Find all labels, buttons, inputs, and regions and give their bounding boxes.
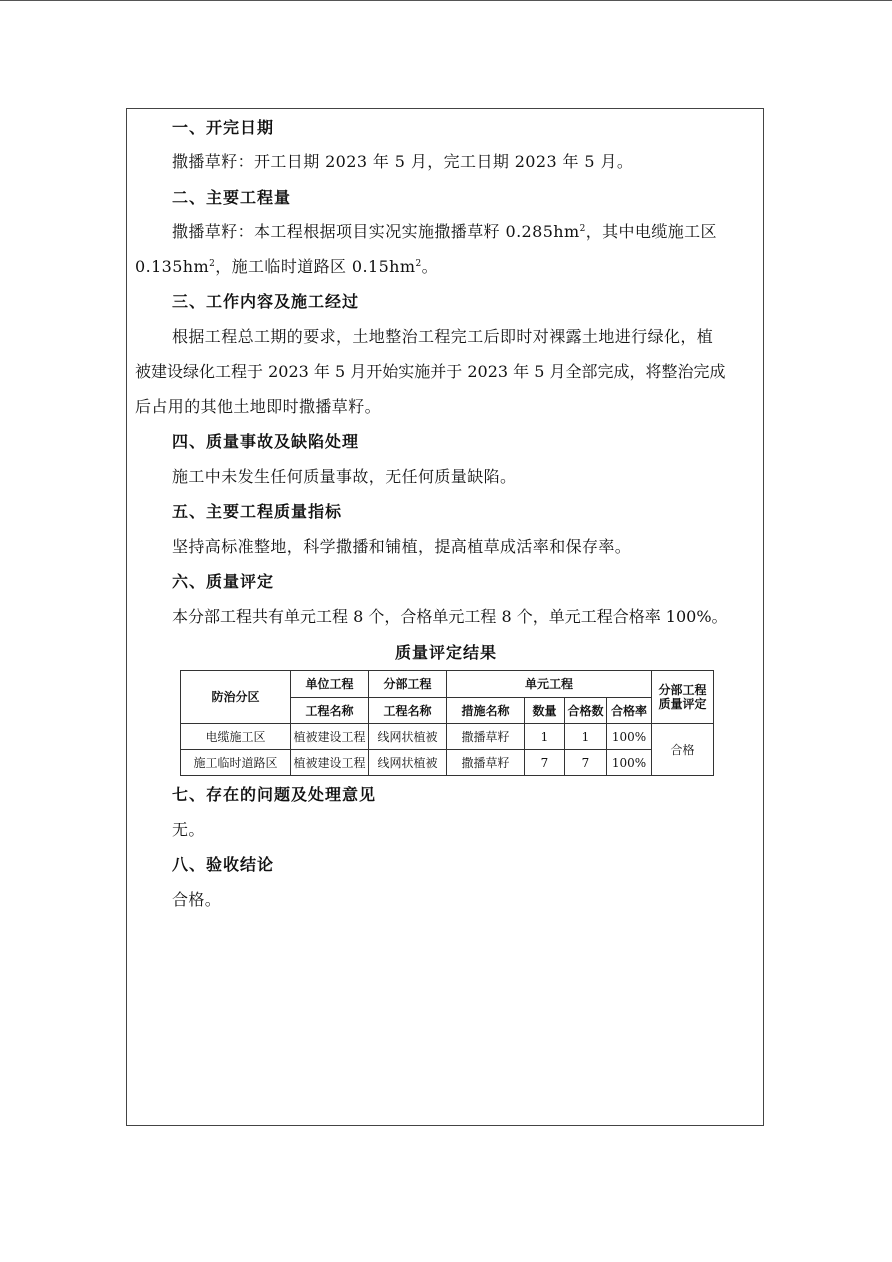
- section-3-line-2: 被建设绿化工程于 2023 年 5 月开始实施并于 2023 年 5 月全部完成，将整治完成: [135, 362, 726, 381]
- cell-unit: 植被建设工程: [291, 750, 369, 776]
- cell-zone: 施工临时道路区: [181, 750, 291, 776]
- section-8-text: 合格。: [172, 890, 222, 909]
- section-6-heading: 六、质量评定: [172, 572, 275, 591]
- section-4-heading: 四、质量事故及缺陷处理: [172, 432, 360, 451]
- header-zone: 防治分区: [181, 671, 291, 724]
- cell-zone: 电缆施工区: [181, 724, 291, 750]
- cell-evaluation: 合格: [652, 724, 714, 776]
- table-row: [181, 724, 714, 750]
- section-7-heading: 七、存在的问题及处理意见: [172, 785, 377, 804]
- cell-measure: 撒播草籽: [447, 724, 525, 750]
- table-header-row-1: [181, 671, 714, 698]
- section-1-heading: 一、开完日期: [172, 118, 275, 137]
- cell-measure: 撒播草籽: [447, 750, 525, 776]
- table-row: [181, 750, 714, 776]
- header-rate: 合格率: [607, 698, 652, 724]
- section-2-line-1: 撒播草籽：本工程根据项目实况实施撒播草籽 $0.285hm^2$，其中电缆施工区: [172, 222, 717, 241]
- header-unit-name: 工程名称: [291, 698, 369, 724]
- section-2-heading: 二、主要工程量: [172, 188, 292, 207]
- section-6-text: 本分部工程共有单元工程 8 个，合格单元工程 8 个，单元工程合格率 100%。: [172, 607, 728, 626]
- header-sub-project: 分部工程: [369, 671, 447, 698]
- section-4-text: 施工中未发生任何质量事故，无任何质量缺陷。: [172, 467, 517, 486]
- cell-pass: 7: [565, 750, 607, 776]
- header-element-project: 单元工程: [447, 671, 652, 698]
- section-3-line-3: 后占用的其他土地即时撒播草籽。: [135, 397, 382, 416]
- header-unit-project: 单位工程: [291, 671, 369, 698]
- header-pass: 合格数: [565, 698, 607, 724]
- cell-count: 7: [525, 750, 565, 776]
- section-1-text: 撒播草籽：开工日期 2023 年 5 月，完工日期 2023 年 5 月。: [172, 152, 634, 171]
- cell-rate: 100%: [607, 724, 652, 750]
- section-7-text: 无。: [172, 820, 205, 839]
- section-5-heading: 五、主要工程质量指标: [172, 502, 343, 521]
- section-3-line-1: 根据工程总工期的要求，土地整治工程完工后即时对裸露土地进行绿化，植: [172, 327, 714, 346]
- cell-unit: 植被建设工程: [291, 724, 369, 750]
- page-top-rule: [0, 0, 892, 1]
- cell-count: 1: [525, 724, 565, 750]
- section-8-heading: 八、验收结论: [172, 855, 275, 874]
- cell-sub: 线网状植被: [369, 750, 447, 776]
- section-5-text: 坚持高标准整地，科学撒播和铺植，提高植草成活率和保存率。: [172, 537, 632, 556]
- cell-sub: 线网状植被: [369, 724, 447, 750]
- header-sub-name: 工程名称: [369, 698, 447, 724]
- header-count: 数量: [525, 698, 565, 724]
- quality-result-table: [180, 670, 714, 776]
- section-2-line-2: $0.135hm^2$，施工临时道路区 $0.15hm^2$。: [135, 257, 438, 276]
- table-caption: 质量评定结果: [394, 643, 497, 662]
- header-measure: 措施名称: [447, 698, 525, 724]
- cell-rate: 100%: [607, 750, 652, 776]
- section-3-heading: 三、工作内容及施工经过: [172, 292, 360, 311]
- header-evaluation: 分部工程 质量评定: [652, 671, 714, 724]
- cell-pass: 1: [565, 724, 607, 750]
